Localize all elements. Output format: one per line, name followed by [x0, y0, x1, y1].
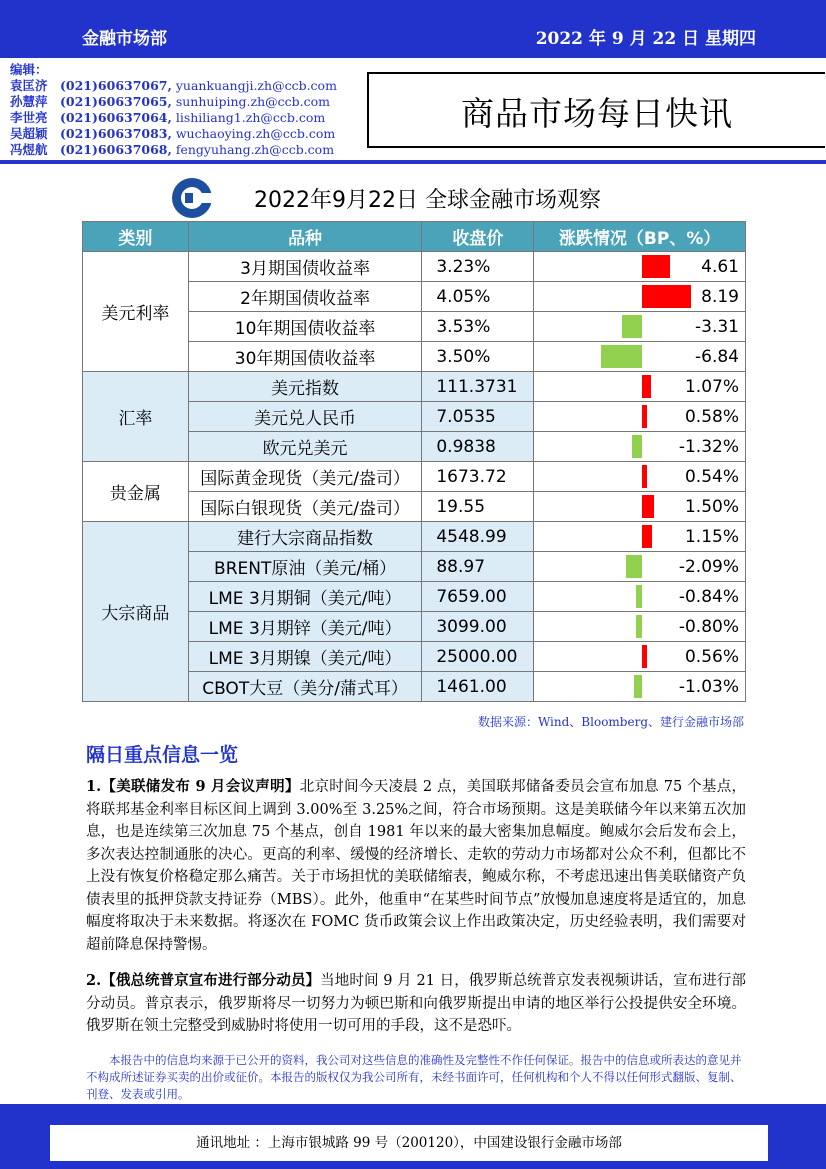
close-price: 19.55 — [422, 492, 534, 522]
divider-line — [0, 160, 826, 164]
change-bar — [642, 255, 670, 278]
news-item — [86, 776, 746, 956]
change-bar — [642, 525, 651, 548]
change-cell — [534, 312, 746, 342]
editor-name: 冯煜航 — [10, 142, 48, 157]
editor-email: fengyuhang.zh@ccb.com — [175, 142, 335, 157]
editor-email: wuchaoying.zh@ccb.com — [175, 126, 336, 141]
news-number: 2. — [86, 972, 102, 989]
change-bar — [636, 615, 642, 638]
change-value: -1.32% — [678, 436, 739, 457]
change-value: 1.50% — [684, 496, 739, 517]
table-row — [83, 522, 746, 552]
editor-phone: (021)60637083, — [60, 126, 172, 141]
change-value: 1.15% — [684, 526, 739, 547]
change-cell — [534, 522, 746, 552]
change-bar — [642, 375, 651, 398]
change-cell — [534, 252, 746, 282]
item-name: 美元指数 — [188, 372, 422, 402]
change-bar — [642, 285, 691, 308]
item-name: 国际白银现货（美元/盎司） — [188, 492, 422, 522]
item-name: 30年期国债收益率 — [188, 342, 422, 372]
header-close: 收盘价 — [422, 222, 534, 252]
report-date: 2022 年 9 月 22 日 星期四 — [535, 29, 756, 49]
news-item — [86, 970, 746, 1038]
change-bar — [636, 585, 643, 608]
change-value: -3.31 — [695, 316, 739, 337]
category-cell: 美元利率 — [83, 252, 189, 372]
item-name: 3月期国债收益率 — [188, 252, 422, 282]
change-cell — [534, 672, 746, 702]
change-bar — [632, 435, 643, 458]
change-cell — [534, 282, 746, 312]
report-title: 商品市场每日快讯 — [461, 94, 733, 133]
editor-row — [10, 110, 350, 126]
editor-name: 李世亮 — [10, 110, 48, 125]
change-value: -0.84% — [678, 586, 739, 607]
close-price: 3.23% — [422, 252, 534, 282]
close-price: 3.50% — [422, 342, 534, 372]
news-body: 北京时间今天凌晨 2 点，美国联邦储备委员会宣布加息 75 个基点，将联邦基金利率目标区间上调到 3.00%至 3.25%之间，符合市场预期。这是美联储今年以来第五次加息，也是连续第三次加息 75 个基点，创自 1981 年以来的最大密集加息幅度。鲍威尔会后发布会上，多次表达控制通胀的决心。更高的利率、缓慢的经济增长、走软的劳动力市场都对公众不利，但都比不上没有恢复价格稳定那么痛苦。关于市场担忧的美联储缩表，鲍威尔称，不考虑迅速出售美联储资产负债表里的抵押贷款支持证券（MBS）。此外，他重申“在某些时间节点”放慢加息速度将是适宜的，加息幅度将取决于未来数据。将逐次在 FOMC 货币政策会议上作出政策决定，历史经验表明，我们需要对超前降息保持警惕。 — [86, 779, 746, 953]
editor-email: lishiliang1.zh@ccb.com — [175, 110, 326, 125]
data-source: 数据来源：Wind、Bloomberg、建行金融市场部 — [477, 715, 744, 729]
change-bar — [642, 465, 646, 488]
item-name: 欧元兑美元 — [188, 432, 422, 462]
close-price: 0.9838 — [422, 432, 534, 462]
editor-phone: (021)60637065, — [60, 94, 172, 109]
table-row — [83, 252, 746, 282]
change-value: 0.56% — [684, 646, 739, 667]
change-bar — [626, 555, 643, 578]
editors-block — [10, 62, 350, 158]
change-cell — [534, 432, 746, 462]
news-title: 【俄总统普京宣布进行部分动员】 — [101, 972, 321, 989]
close-price: 3099.00 — [422, 612, 534, 642]
change-value: 1.07% — [684, 376, 739, 397]
item-name: 2年期国债收益率 — [188, 282, 422, 312]
editor-phone: (021)60637067, — [60, 78, 172, 93]
footer-address: 通讯地址 ：上海市银城路 99 号（200120），中国建设银行金融市场部 — [50, 1125, 768, 1161]
change-cell — [534, 492, 746, 522]
change-cell — [534, 342, 746, 372]
header-item: 品种 — [188, 222, 422, 252]
change-cell — [534, 462, 746, 492]
editor-row — [10, 94, 350, 110]
close-price: 4.05% — [422, 282, 534, 312]
market-table — [82, 221, 746, 702]
change-value: -6.84 — [695, 346, 739, 367]
ccb-logo-icon — [170, 176, 214, 220]
change-cell — [534, 582, 746, 612]
item-name: 国际黄金现货（美元/盎司） — [188, 462, 422, 492]
editor-name: 孙慧萍 — [10, 94, 48, 109]
section-title: 隔日重点信息一览 — [86, 744, 239, 766]
close-price: 1461.00 — [422, 672, 534, 702]
change-bar — [634, 675, 642, 698]
change-value: 8.19 — [701, 286, 739, 307]
category-cell: 汇率 — [83, 372, 189, 462]
change-cell — [534, 372, 746, 402]
header-change: 涨跌情况（BP、%） — [534, 222, 746, 252]
change-cell — [534, 612, 746, 642]
close-price: 7.0535 — [422, 402, 534, 432]
item-name: LME 3月期锌（美元/吨） — [188, 612, 422, 642]
table-header-row — [83, 222, 746, 252]
news-number: 1. — [86, 778, 102, 795]
item-name: BRENT原油（美元/桶） — [188, 552, 422, 582]
editor-email: yuankuangji.zh@ccb.com — [175, 78, 337, 93]
change-value: 0.58% — [684, 406, 739, 427]
close-price: 3.53% — [422, 312, 534, 342]
editor-phone: (021)60637064, — [60, 110, 172, 125]
disclaimer: 本报告中的信息均来源于已公开的资料，我公司对这些信息的准确性及完整性不作任何保证。报告中的信息或所表达的意见并不构成所述证券买卖的出价或征价。本报告的版权仅为我公司所有，未经书面许可，任何机构和个人不得以任何形式翻版、复制、刊登、发表或引用。 — [86, 1053, 742, 1101]
editor-row — [10, 142, 350, 158]
close-price: 4548.99 — [422, 522, 534, 552]
header-category: 类别 — [83, 222, 189, 252]
item-name: 10年期国债收益率 — [188, 312, 422, 342]
change-bar — [622, 315, 642, 338]
editor-row — [10, 78, 350, 94]
change-bar — [642, 645, 646, 668]
item-name: LME 3月期铜（美元/吨） — [188, 582, 422, 612]
observation-title: 2022年9月22日 全球金融市场观察 — [254, 188, 601, 213]
editor-email: sunhuiping.zh@ccb.com — [175, 94, 330, 109]
change-cell — [534, 552, 746, 582]
editor-phone: (021)60637068, — [60, 142, 172, 157]
change-bar — [601, 345, 642, 368]
change-value: 4.61 — [701, 256, 739, 277]
item-name: 美元兑人民币 — [188, 402, 422, 432]
change-cell — [534, 642, 746, 672]
category-cell: 贵金属 — [83, 462, 189, 522]
change-value: -1.03% — [678, 676, 739, 697]
news-body: 当地时间 9 月 21 日，俄罗斯总统普京发表视频讲话，宣布进行部分动员。普京表示，俄罗斯将尽一切努力为顿巴斯和向俄罗斯提出申请的地区举行公投提供安全环境。俄罗斯在领土完整受到威胁时将使用一切可用的手段，这不是恐吓。 — [86, 973, 746, 1034]
close-price: 7659.00 — [422, 582, 534, 612]
report-title-box — [367, 72, 825, 148]
close-price: 25000.00 — [422, 642, 534, 672]
change-value: -0.80% — [678, 616, 739, 637]
item-name: LME 3月期镍（美元/吨） — [188, 642, 422, 672]
category-cell: 大宗商品 — [83, 522, 189, 702]
close-price: 88.97 — [422, 552, 534, 582]
news-title: 【美联储发布 9 月会议声明】 — [101, 778, 300, 795]
close-price: 111.3731 — [422, 372, 534, 402]
department-name: 金融市场部 — [82, 29, 167, 49]
change-bar — [642, 405, 647, 428]
editor-row — [10, 126, 350, 142]
table-row — [83, 462, 746, 492]
change-cell — [534, 402, 746, 432]
item-name: CBOT大豆（美分/蒲式耳） — [188, 672, 422, 702]
item-name: 建行大宗商品指数 — [188, 522, 422, 552]
table-row — [83, 372, 746, 402]
editors-heading: 编辑： — [10, 62, 48, 77]
header-bar — [0, 0, 826, 58]
editor-name: 吴超颖 — [10, 126, 48, 141]
change-bar — [642, 495, 654, 518]
change-value: -2.09% — [678, 556, 739, 577]
editor-name: 袁匡济 — [10, 78, 48, 93]
change-value: 0.54% — [684, 466, 739, 487]
close-price: 1673.72 — [422, 462, 534, 492]
